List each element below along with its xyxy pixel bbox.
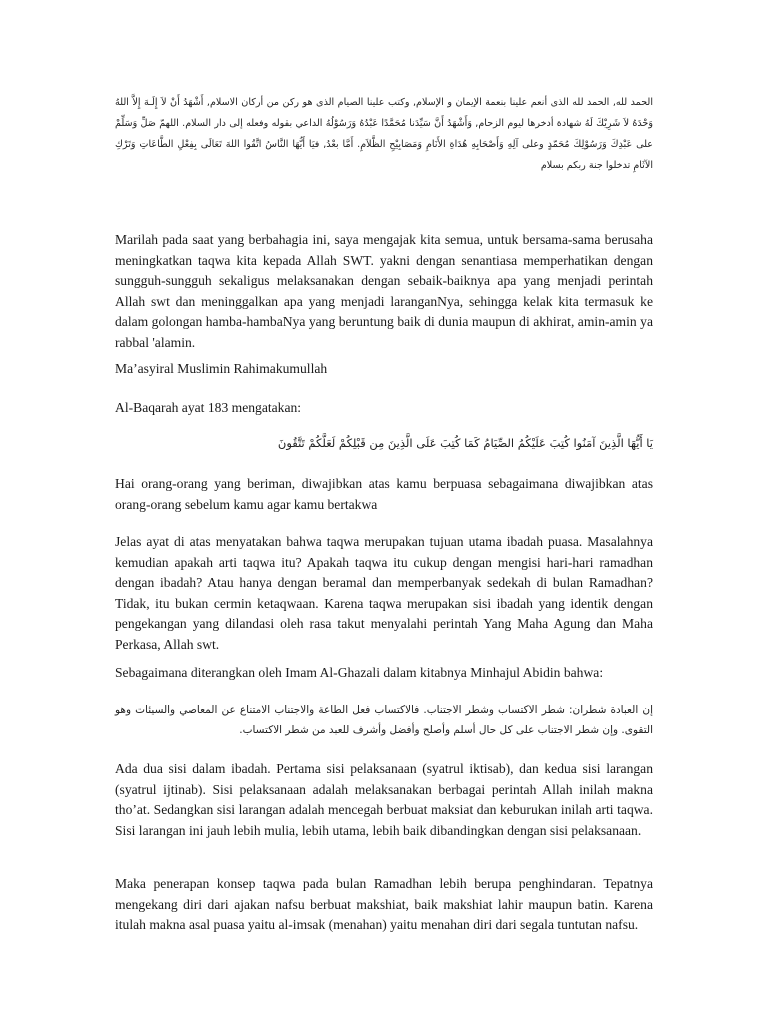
paragraph-two-sides: Ada dua sisi dalam ibadah. Pertama sisi pelaksanaan (syatrul iktisab), dan kedua sisi larangan (syatrul ijtinab). Sisi pelaksanaan adalah melaksanakan berbagai perintah Allah inilah makna tho’at. Sedangkan sisi larangan adalah mencegah berbuat maksiat dan keburukan inilah arti taqwa. Sisi larangan ini jauh lebih mulia, lebih utama, lebih baik dibandingkan dengan sisi pelaksanaan. bbox=[115, 761, 653, 838]
paragraph-verse-intro: Al-Baqarah ayat 183 mengatakan: bbox=[115, 400, 302, 415]
paragraph-verse-translation: Hai orang-orang yang beriman, diwajibkan atas kamu berpuasa sebagaimana diwajibkan atas orang-orang sebelum kamu agar kamu bertakwa bbox=[115, 476, 653, 512]
paragraph-ramadhan-taqwa: Maka penerapan konsep taqwa pada bulan Ramadhan lebih berupa penghindaran. Tepatnya mengekang diri dari ajakan nafsu berbuat makshiat, baik makshiat lahir maupun batin. Karena itulah makna asal puasa yaitu al-imsak (menahan) yaitu menahan diri dari segala tuntutan nafsu. bbox=[115, 876, 653, 932]
paragraph-taqwa-explanation: Jelas ayat di atas menyatakan bahwa taqwa merupakan tujuan utama ibadah puasa. Masalahnya kemudian apakah arti taqwa itu? Apakah taqwa itu cukup dengan mengisi hari-hari ramadhan dengan ibadah? Atau hanya dengan beramal dan memperbanyak sedekah di bulan Ramadhan? Tidak, itu bukan cermin ketaqwaan. Karena taqwa merupakan sisi ibadah yang identik dengan pengekangan yang dilandasi oleh rasa takut menyalahi perintah Yang Maha Agung dan Maha Perkasa, Allah swt. bbox=[115, 534, 653, 652]
arabic-verse: يَا أَيُّهَا الَّذِينَ آمَنُوا كُتِبَ عَلَيْكُمُ الصِّيَامُ كَمَا كُتِبَ عَلَى الَّذِينَ مِن قَبْلِكُمْ لَعَلَّكُمْ تَتَّقُونَ bbox=[277, 436, 653, 450]
arabic-ghazali-quote: إن العبادة شطران: شطر الاكتساب وشطر الاجتناب. فالاكتساب فعل الطاعة والاجتناب الامتناع عن المعاصي والسيئات وهو التقوى. وإن شطر الاجتناب على كل حال أسلم وأصلح وأفضل وأشرف للعبد من شطر الاكتساب. bbox=[115, 704, 653, 736]
arabic-opening-prayer: الحمد لله, الحمد لله الذى أنعم علينا بنعمة الإيمان و الإسلام, وكتب علينا الصيام الذى هو ركن من أركان الاسلام, أَشْهَدُ أَنْ لاَ إِلَـهَ إِلاَّ اللهُ وَحْدَهُ لاَ شَرِيْكَ لَهُ شهادة أدخرها ليوم الزحام, وَأَشْهَدُ أَنَّ سَيِّدَنا مُحَمَّدًا عَبْدُهُ وَرَسُوْلُهُ الداعي بقوله وفعله إلى دار السلام. اللهمّ صَلِّ وَسَلِّمْ على عَبْدِكَ وَرَسُوْلِكَ مُحَمّدٍ وعلى آلِهِ وَأَصْحَابِهِ هُدَاةِ الأَنَامِ وَمَصَابِيْحِ الظَّلاَمِ. أَمَّا بعْدُ, فيَا أَيُّهَا النَّاسُ اتَّقُوا اللهَ تَعَالَى بِفِعْلِ الطَّاعَاتِ وَتَرْكِ الآثَامِ تدخلوا جنة ربكم بسلام bbox=[115, 97, 653, 171]
paragraph-invitation: Marilah pada saat yang berbahagia ini, saya mengajak kita semua, untuk bersama-sama berusaha meningkatkan taqwa kita kepada Allah SWT. yakni dengan senantiasa memperhatikan dengan sungguh-sungguh sekaligus melaksanakan dengan sebaik-baiknya apa yang menjadi perintah Allah swt dan meninggalkan apa yang menjadi laranganNya, sehingga kelak kita termasuk ke dalam golongan hamba-hambaNya yang beruntung baik di dunia maupun di akhirat, amin-amin ya rabbal 'alamin. bbox=[115, 232, 653, 350]
paragraph-salutation: Ma’asyiral Muslimin Rahimakumullah bbox=[115, 361, 328, 376]
paragraph-ghazali-intro: Sebagaimana diterangkan oleh Imam Al-Ghazali dalam kitabnya Minhajul Abidin bahwa: bbox=[115, 665, 604, 680]
